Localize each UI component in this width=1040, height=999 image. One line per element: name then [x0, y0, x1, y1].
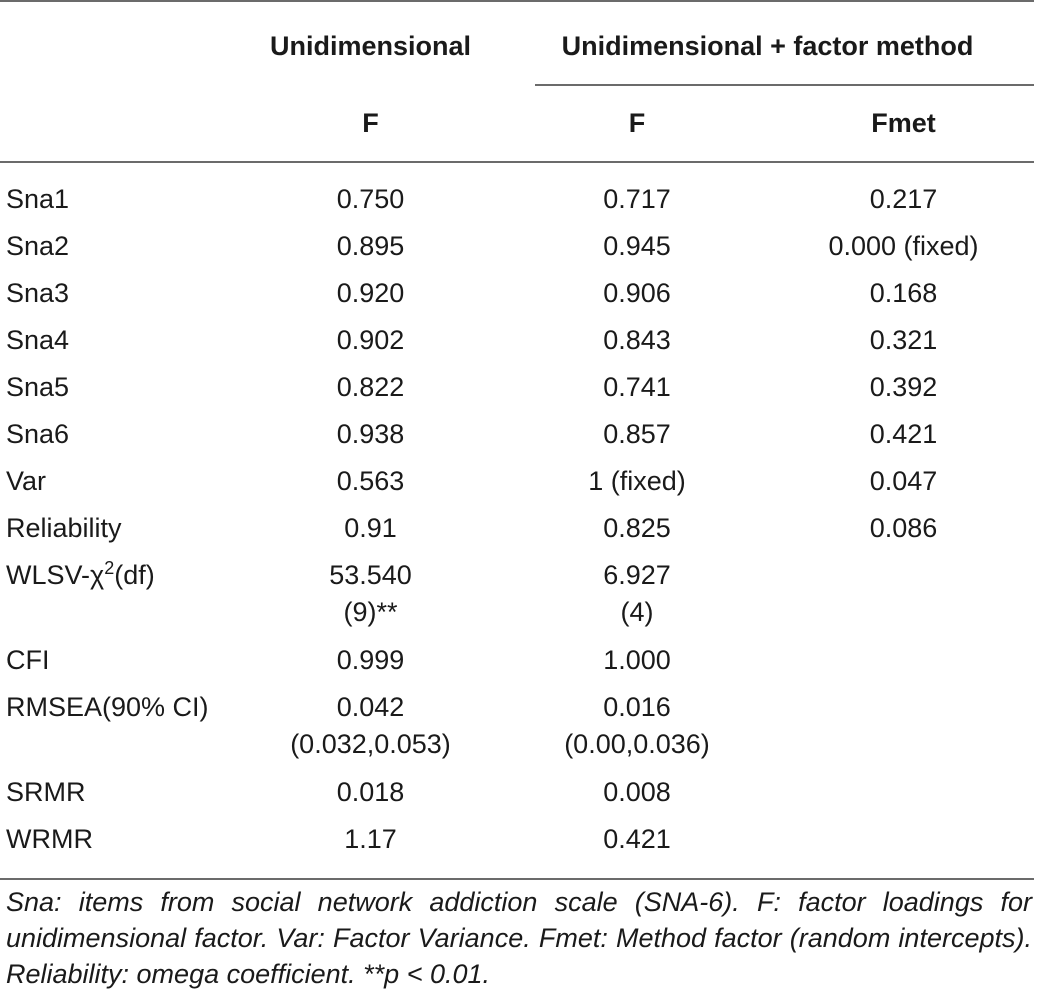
table-row	[0, 463, 1034, 510]
table-row	[0, 322, 1034, 369]
cell-method-f: 0.843	[603, 325, 671, 355]
cell-unidimensional-f	[240, 557, 501, 642]
cell-method-f: 0.717	[603, 184, 671, 214]
cell-unidimensional-f: 0.750	[336, 184, 405, 214]
cell-method-f: 0.857	[603, 419, 671, 449]
cell-unidimensional-f: 0.938	[336, 419, 405, 449]
table-row	[0, 642, 1034, 689]
cell-method-fmet	[773, 821, 1034, 879]
row-label: Sna4	[6, 325, 70, 355]
row-label: Reliability	[6, 513, 122, 543]
table-row	[0, 416, 1034, 463]
cell-method-fmet: 0.392	[869, 372, 938, 402]
row-label-superscript: 2	[104, 558, 115, 578]
cell-method-f: 0.906	[603, 278, 671, 308]
cell-method-f	[501, 557, 773, 642]
cell-value: 0.042	[336, 692, 405, 722]
row-label: Sna6	[6, 419, 70, 449]
header-row-subcolumns	[0, 86, 1034, 162]
cell-method-f	[501, 689, 773, 774]
table-row	[0, 369, 1034, 416]
cell-method-f: 0.421	[501, 821, 773, 879]
cell-method-f: 0.825	[603, 513, 671, 543]
header-sub-f-2: F	[501, 86, 773, 162]
cell-value-secondary: (4)	[620, 597, 654, 627]
cell-unidimensional-f: 0.920	[336, 278, 405, 308]
cell-method-fmet: 0.321	[869, 325, 938, 355]
cell-unidimensional-f: 0.018	[336, 777, 405, 807]
cell-method-fmet	[773, 642, 1034, 689]
cell-method-f: 0.945	[603, 231, 671, 261]
table-row	[0, 228, 1034, 275]
row-label: Sna3	[6, 278, 70, 308]
cell-method-fmet	[773, 774, 1034, 821]
cell-method-f: 0.008	[603, 777, 671, 807]
table-row	[0, 689, 1034, 774]
group-underline	[535, 84, 1034, 86]
cell-value-secondary: (0.00,0.036)	[564, 729, 710, 759]
cell-method-fmet: 0.217	[869, 184, 938, 214]
header-empty-cell	[0, 1, 240, 86]
header-row-groups	[0, 1, 1034, 86]
header-group-factor-method	[501, 1, 1034, 86]
row-label: CFI	[6, 645, 50, 675]
header-sub-fmet: Fmet	[773, 86, 1034, 162]
cell-method-fmet	[773, 557, 1034, 642]
row-label: Var	[6, 466, 47, 496]
table-row	[0, 162, 1034, 228]
header-group-factor-method-label: Unidimensional + factor method	[561, 30, 974, 61]
cell-method-f: 0.741	[603, 372, 671, 402]
cell-method-fmet: 0.421	[869, 419, 938, 449]
header-sub-f-1: F	[240, 86, 501, 162]
table-row	[0, 557, 1034, 642]
cell-value: 0.016	[603, 692, 671, 722]
table-row	[0, 510, 1034, 557]
row-label: Sna5	[6, 372, 70, 402]
cell-unidimensional-f: 0.91	[344, 513, 397, 543]
row-label-text: WLSV-χ	[6, 560, 105, 590]
cell-method-f: 1 (fixed)	[588, 466, 686, 496]
cell-method-fmet: 0.047	[869, 466, 938, 496]
cell-unidimensional-f: 0.563	[336, 466, 405, 496]
table-row	[0, 774, 1034, 821]
cell-unidimensional-f: 0.822	[336, 372, 405, 402]
row-label: SRMR	[6, 777, 86, 807]
table-row	[0, 821, 1034, 879]
cell-unidimensional-f: 0.999	[336, 645, 405, 675]
cell-value-secondary: (9)**	[343, 597, 398, 627]
row-label: RMSEA(90% CI)	[6, 692, 209, 722]
cell-value-secondary: (0.032,0.053)	[290, 729, 451, 759]
cell-method-f: 1.000	[603, 645, 671, 675]
cell-unidimensional-f: 0.902	[336, 325, 405, 355]
header-empty-cell	[0, 86, 240, 162]
cell-value: 53.540	[329, 560, 412, 590]
cell-method-fmet: 0.000 (fixed)	[828, 231, 979, 261]
header-group-unidimensional: Unidimensional	[240, 1, 501, 86]
row-label: Sna1	[6, 184, 70, 214]
row-label-suffix: (df)	[114, 560, 155, 590]
cell-method-fmet: 0.086	[869, 513, 938, 543]
cell-unidimensional-f: 1.17	[240, 821, 501, 879]
cell-value: 6.927	[603, 560, 671, 590]
cell-method-fmet	[773, 689, 1034, 774]
cell-unidimensional-f	[240, 689, 501, 774]
row-label	[0, 557, 240, 642]
row-label: WRMR	[0, 821, 240, 879]
row-label: Sna2	[6, 231, 70, 261]
cell-unidimensional-f: 0.895	[336, 231, 405, 261]
table-row	[0, 275, 1034, 322]
cell-method-fmet: 0.168	[869, 278, 938, 308]
table-footnote: Sna: items from social network addiction scale (SNA-6). F: factor loadings for unidimensional factor. Var: Factor Variance. Fmet: Method factor (random intercepts). Reliability: omega coefficient. **p < 0.01.	[6, 887, 1032, 989]
